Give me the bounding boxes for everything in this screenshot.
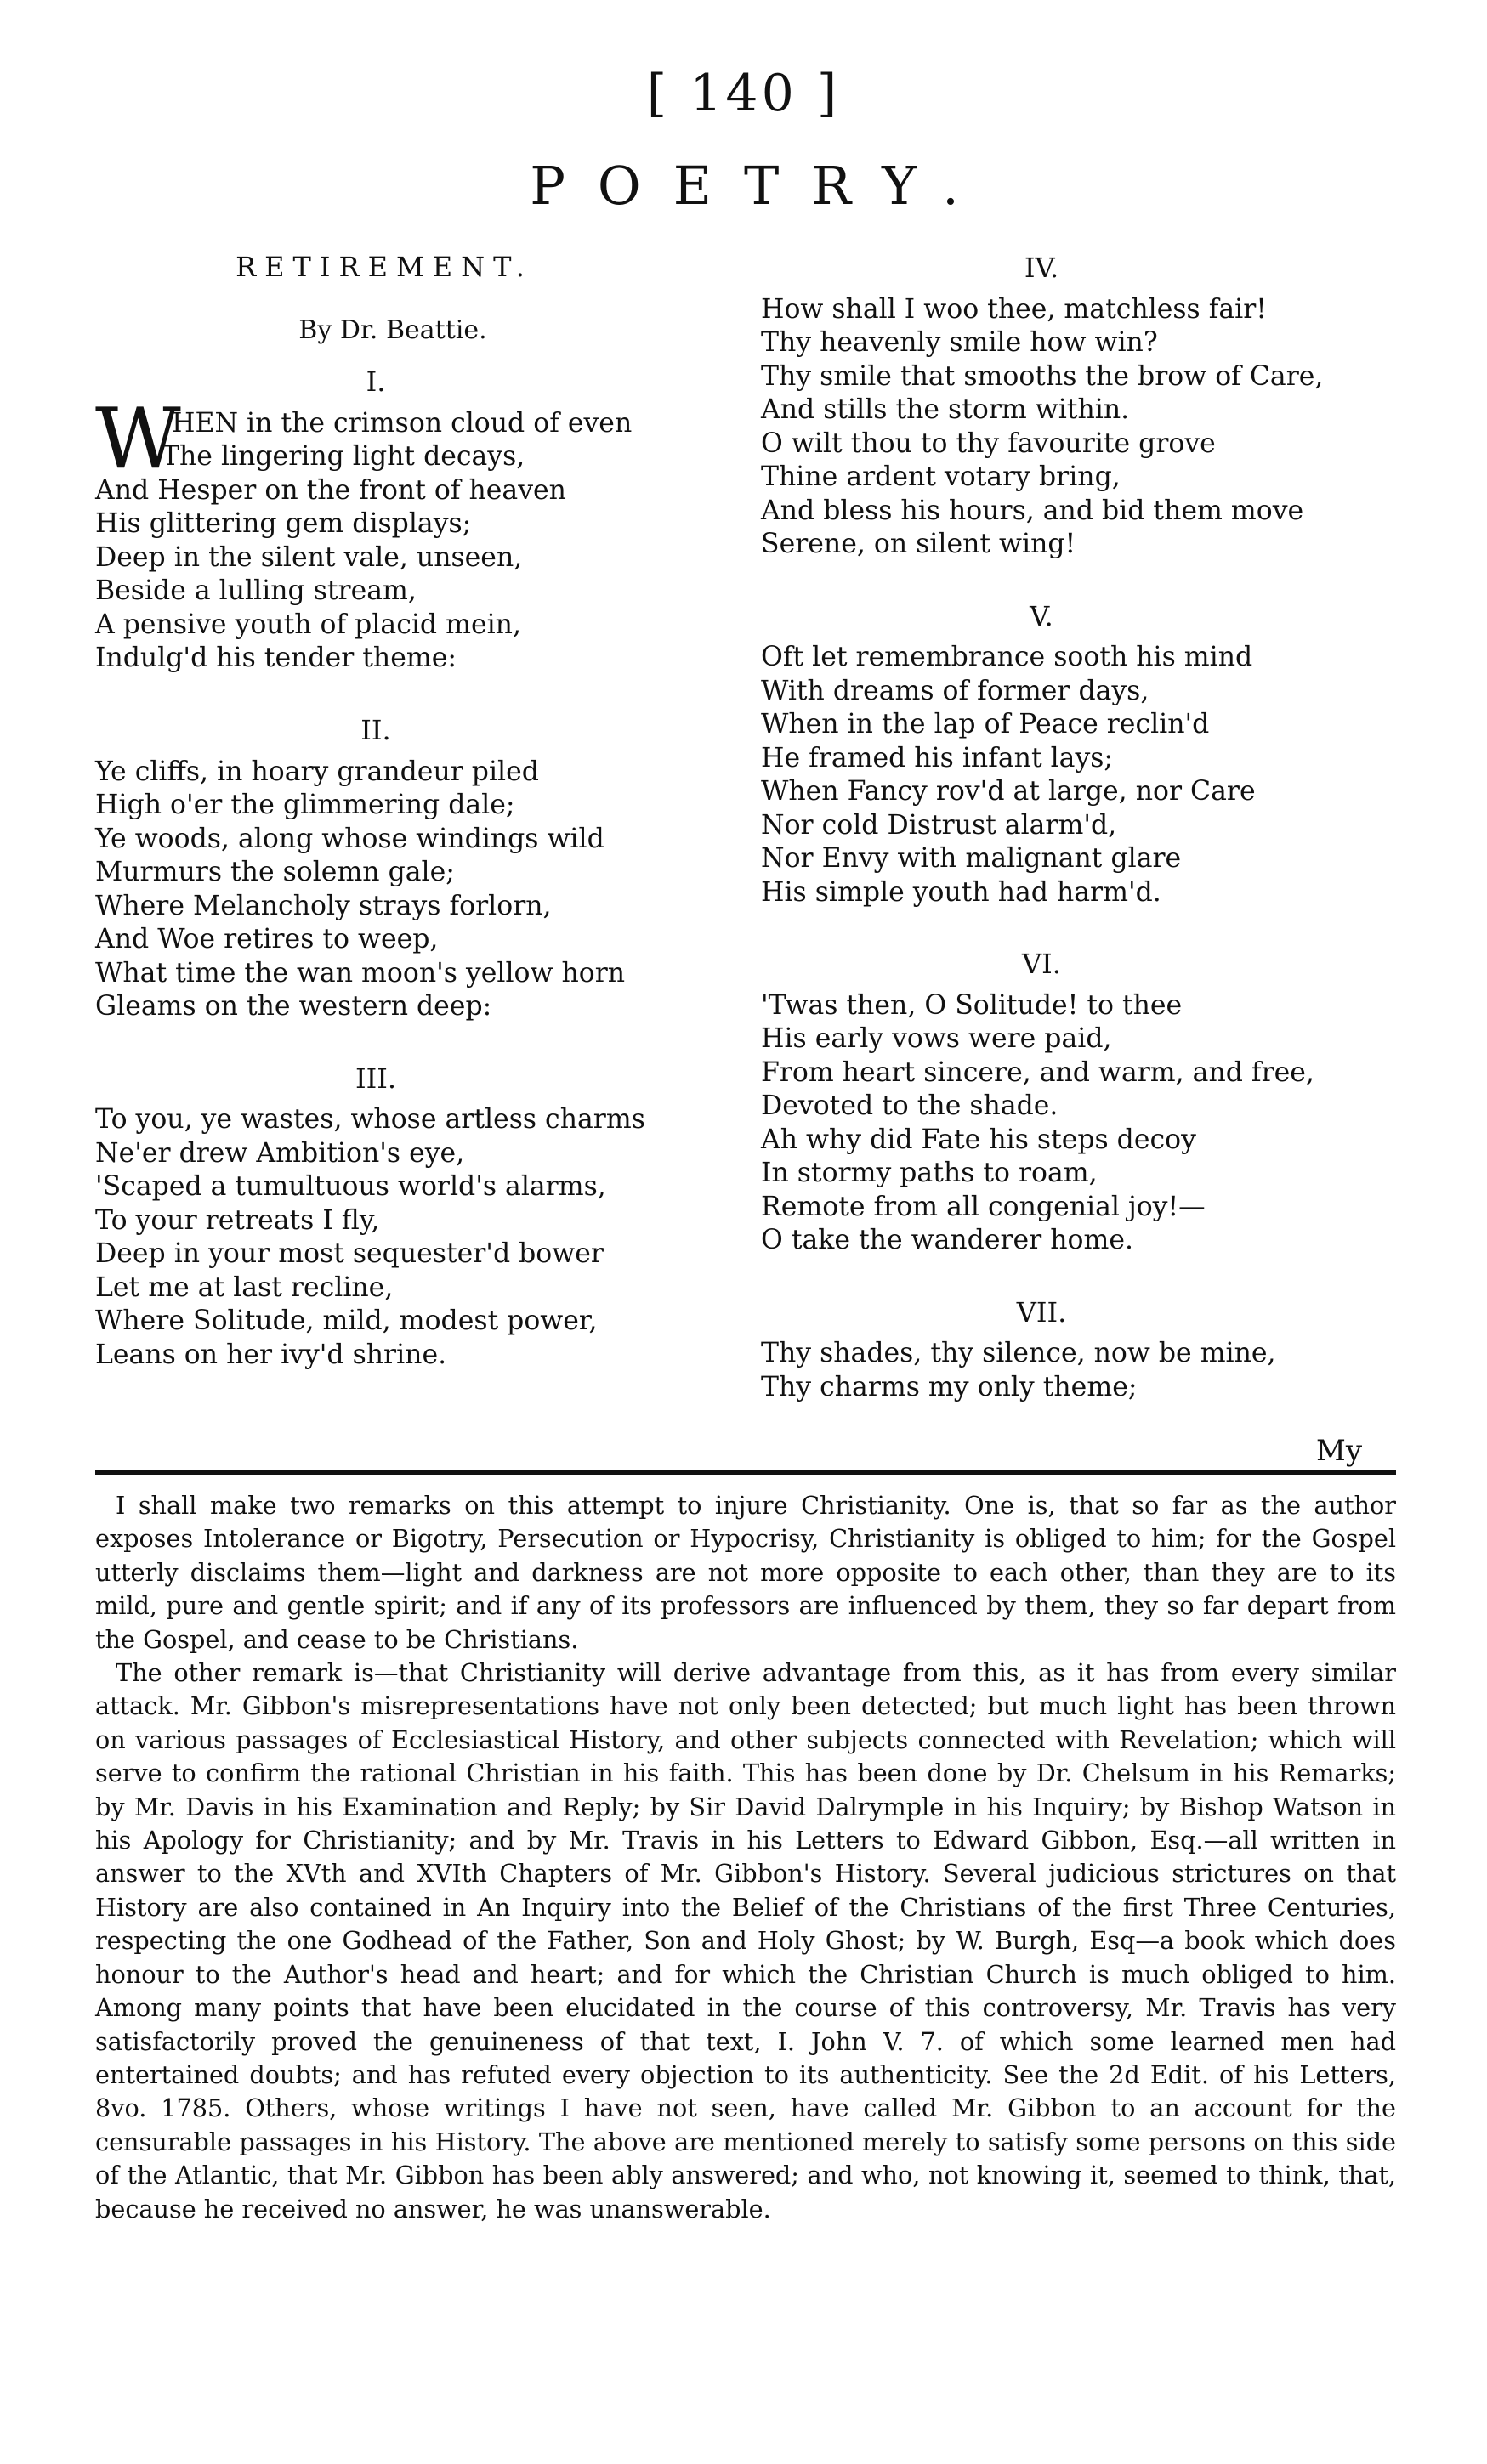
stanza-line: Thy heavenly smile how win? bbox=[761, 327, 1158, 359]
stanza-line: When Fancy rov'd at large, nor Care bbox=[761, 776, 1256, 807]
stanza-line: 'Scaped a tumultuous world's alarms, bbox=[95, 1171, 606, 1203]
stanza-7 bbox=[761, 1295, 1407, 1405]
stanza-5 bbox=[761, 599, 1407, 910]
stanza-line: He framed his infant lays; bbox=[761, 742, 1114, 773]
footnote-divider bbox=[95, 1470, 1396, 1475]
poem-byline: By Dr. Beattie. bbox=[298, 315, 487, 346]
stanza-line: And stills the storm within. bbox=[761, 394, 1130, 426]
stanza-line: Ye woods, along whose windings wild bbox=[95, 823, 604, 854]
stanza-number: III. bbox=[355, 1062, 397, 1095]
stanza-line: To your retreats I fly, bbox=[95, 1204, 380, 1236]
stanza-line: A pensive youth of placid mein, bbox=[95, 609, 521, 640]
section-title: POETRY. bbox=[530, 155, 991, 217]
stanza-line: And Hesper on the front of heaven bbox=[95, 474, 566, 506]
stanza-line: Thy smile that smooths the brow of Care, bbox=[761, 360, 1324, 392]
stanza-line: Thy charms my only theme; bbox=[761, 1371, 1138, 1402]
stanza-6 bbox=[761, 947, 1407, 1258]
stanza-line: Beside a lulling stream, bbox=[95, 575, 417, 607]
stanza-line: Nor Envy with malignant glare bbox=[761, 843, 1182, 875]
stanza-number: II. bbox=[360, 713, 391, 746]
page-number: [ 140 ] bbox=[646, 64, 841, 123]
stanza-number: I. bbox=[366, 365, 386, 399]
stanza-line: Oft let remembrance sooth his mind bbox=[761, 642, 1253, 673]
poem-right-column bbox=[761, 251, 1407, 1442]
stanza-line: Remote from all congenial joy!— bbox=[761, 1191, 1206, 1222]
stanza-line: In stormy paths to roam, bbox=[761, 1158, 1098, 1189]
stanza-line: Thy shades, thy silence, now be mine, bbox=[761, 1338, 1276, 1369]
stanza-line: Ne'er drew Ambition's eye, bbox=[95, 1137, 465, 1169]
stanza-line: Gleams on the western deep: bbox=[95, 991, 492, 1022]
stanza-line: From heart sincere, and warm, and free, bbox=[761, 1056, 1314, 1088]
stanza-line: His glittering gem displays; bbox=[95, 508, 472, 540]
stanza-number: IV. bbox=[1024, 252, 1059, 284]
stanza-number: VI. bbox=[1022, 948, 1061, 981]
stanza-line: Where Solitude, mild, modest power, bbox=[95, 1306, 598, 1337]
stanza-line: High o'er the glimmering dale; bbox=[95, 790, 515, 821]
stanza-line: Ye cliffs, in hoary grandeur piled bbox=[95, 756, 539, 787]
stanza-line: And Woe retires to weep, bbox=[95, 924, 439, 955]
stanza-line: Ah why did Fate his steps decoy bbox=[761, 1124, 1196, 1155]
stanza-line: To you, ye wastes, whose artless charms bbox=[95, 1104, 645, 1136]
stanza-line: His early vows were paid, bbox=[761, 1023, 1112, 1055]
stanza-line: Thine ardent votary bring, bbox=[761, 462, 1121, 493]
stanza-line: Deep in the silent vale, unseen, bbox=[95, 541, 523, 573]
stanza-line: With dreams of former days, bbox=[761, 675, 1149, 706]
stanza-line: The lingering light decays, bbox=[162, 441, 525, 473]
stanza-line: Murmurs the solemn gale; bbox=[95, 857, 455, 888]
stanza-line: Indulg'd his tender theme: bbox=[95, 643, 457, 674]
stanza-3 bbox=[95, 1062, 758, 1373]
footnote-paragraph: The other remark is—that Christianity will derive advantage from this, as it has from every similar attack. Mr. Gibbon's misrepresentations have not only been detected; but much light has been thrown on various passages of Ecclesiastical History, and other subjects connected with Revelation; which will serve to confirm the rational Christian in his faith. This has been done by Dr. Chelsum in his Remarks; by Mr. Davis in his Examination and Reply; by Sir David Dalrymple in his Inquiry; by Bishop Watson in his Apology for Christianity; and by Mr. Travis in his Letters to Edward Gibbon, Esq.—all written in answer to the XVth and XVIth Chapters of Mr. Gibbon's History. Several judicious strictures on that History are also contained in An Inquiry into the Belief of the Christians of the first Three Centuries, respecting the one Godhead of the Father, Son and Holy Ghost; by W. Burgh, Esq—a book which does honour to the Author's head and heart; and for which the Christian Church is much obliged to him. Among many points that have been elucidated in the course of this controversy, Mr. Travis has very satisfactorily proved the genuineness of that text, I. John V. 7. of which some learned men had entertained doubts; and has refuted every objection to its authenticity. See the 2d Edit. of his Letters, 8vo. 1785. Others, whose writings I have not seen, have called Mr. Gibbon to an account for the censurable passages in his History. The above are mentioned merely to satisfy some persons on this side of the Atlantic, that Mr. Gibbon has been ably answered; and who, not knowing it, seemed to think, that, because he received no answer, he was unanswerable. bbox=[95, 1658, 1396, 2223]
stanza-2 bbox=[95, 713, 758, 1024]
footnote-paragraph: I shall make two remarks on this attempt to injure Christianity. One is, that so far as the author exposes Intolerance or Bigotry, Persecution or Hypocrisy, Christianity is obliged to him; for the Gospel utterly disclaims them—light and darkness are not more opposite to each other, than they are to its mild, pure and gentle spirit; and if any of its professors are influenced by them, they so far depart from the Gospel, and cease to be Christians. bbox=[95, 1491, 1396, 1654]
stanza-line: Leans on her ivy'd shrine. bbox=[95, 1339, 447, 1370]
stanza-line: Nor cold Distrust alarm'd, bbox=[761, 809, 1117, 841]
stanza-line: And bless his hours, and bid them move bbox=[761, 495, 1304, 526]
stanza-line: O wilt thou to thy favourite grove bbox=[761, 428, 1216, 459]
poem-title: RETIREMENT. bbox=[236, 251, 533, 283]
stanza-line: When in the lap of Peace reclin'd bbox=[761, 709, 1210, 740]
stanza-line: Serene, on silent wing! bbox=[761, 529, 1076, 560]
stanza-number: V. bbox=[1030, 599, 1053, 632]
footnote bbox=[95, 1489, 1396, 2226]
stanza-line: Let me at last recline, bbox=[95, 1272, 394, 1303]
stanza-line: Where Melancholy strays forlorn, bbox=[95, 890, 552, 921]
stanza-line: What time the wan moon's yellow horn bbox=[95, 957, 626, 988]
poem-left-column bbox=[95, 251, 758, 1409]
stanza-number: VII. bbox=[1016, 1295, 1067, 1328]
stanza-line: Devoted to the shade. bbox=[761, 1090, 1058, 1122]
stanza-line: How shall I woo thee, matchless fair! bbox=[761, 293, 1267, 325]
stanza-4 bbox=[761, 251, 1407, 562]
stanza-line: 'Twas then, O Solitude! to thee bbox=[761, 989, 1183, 1021]
stanza-line: His simple youth had harm'd. bbox=[761, 876, 1161, 908]
drop-cap: W bbox=[95, 390, 181, 488]
stanza-line-text: HEN in the crimson cloud of even bbox=[172, 407, 633, 439]
stanza-line: O take the wanderer home. bbox=[761, 1225, 1134, 1256]
catchword: My bbox=[1316, 1434, 1363, 1468]
stanza-1 bbox=[95, 365, 758, 676]
stanza-line: Deep in your most sequester'd bower bbox=[95, 1238, 604, 1270]
